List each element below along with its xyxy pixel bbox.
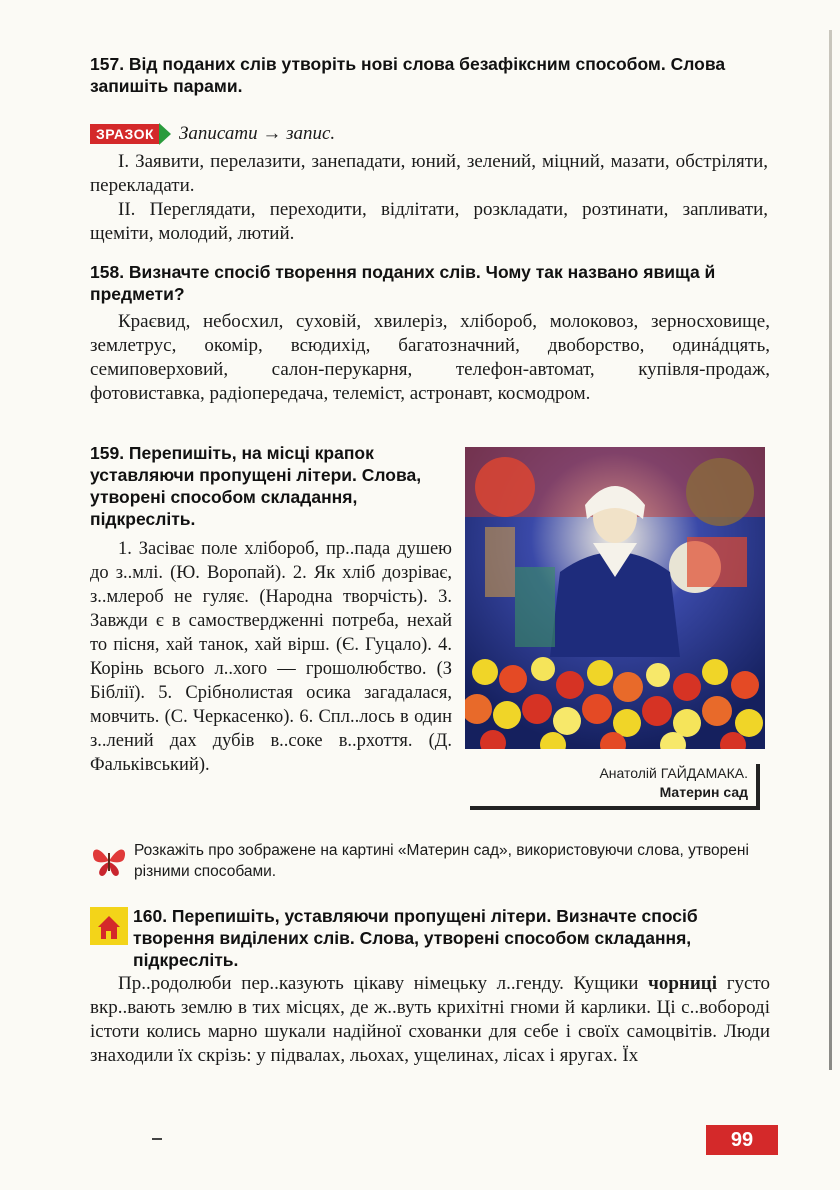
task-159-text: 1. Засіває поле хлібороб, пр..пада душею до з..млі. (Ю. Воропай). 2. Як хліб дозріває, з..млероб не гуляє. (Народна творчість). 3. Завжди є в самоствердженні потреба, нехай то пісня, хай танок, хай вірш. (Є. Гуцало). 4. Корінь всього л..хого — грошолюбство. (З Біблії). 5. Срібнолистая осика загадалася, мовчить. (С. Черкасенко). 6. Спл..лось в один з..лений дах дубів в..соке в..рхоття. (Д. Фальківський).	[90, 539, 452, 775]
page-number: 99	[706, 1125, 778, 1155]
sample-block	[90, 122, 335, 146]
task-158-words: Краєвид, небосхил, суховій, хвилеріз, хлібороб, молоковоз, зерносховище, землетрус, окомір, всюдихід, багатозначний, двоборство, одинáдцять, семиповерховий, салон-перукарня, телефон-автомат, купівля-продаж, фотовиставка, радіопередача, телеміст, астронавт, космодром.	[90, 311, 770, 404]
task-159-heading: 159. Перепишіть, на місці крапок уставляючи пропущені літери. Слова, утворені способом складання, підкресліть.	[90, 443, 422, 529]
task-158-heading: 158. Визначте спосіб творення поданих слів. Чому так названо явища й предмети?	[90, 262, 716, 304]
page-edge	[829, 30, 832, 1070]
task-159-exercise	[90, 537, 452, 777]
painting-author: Анатолій ГАЙДАМАКА.	[599, 765, 748, 781]
task-160-exercise	[90, 972, 770, 1068]
task-157-exercise	[90, 150, 768, 246]
task-160-paragraph	[90, 972, 770, 1068]
sample-arrow-icon	[159, 123, 171, 145]
sample-text: Записати → запис.	[179, 123, 336, 144]
discussion-prompt: Розкажіть про зображене на картині «Материн сад», використовуючи слова, утворені різними способами.	[134, 842, 749, 880]
task-157-group-1: I. Заявити, перелазити, занепадати, юний, зелений, міцний, мазати, обстріляти, перекладати.	[90, 151, 768, 196]
task-157-group-2: II. Переглядати, переходити, відлітати, розкладати, розтинати, запливати, щеміти, молодий, лютий.	[90, 199, 768, 244]
task-160-text-before: Пр..родолюби пер..казують цікаву німецьку л..генду. Кущики	[118, 973, 649, 994]
task-157-heading: 157. Від поданих слів утворіть нові слова безафіксним способом. Слова запишіть парами.	[90, 54, 726, 96]
painting-caption	[470, 764, 760, 810]
painting-title: Материн сад	[659, 784, 748, 800]
painting-image	[465, 447, 765, 749]
task-160-bold-word: чорниці	[648, 973, 718, 994]
painting-illustration	[465, 447, 765, 749]
task-160-heading: 160. Перепишіть, уставляючи пропущені літери. Визначте спосіб творення виділених слів. Слова, утворені способом складання, підкресліть.	[133, 906, 698, 970]
stray-mark	[152, 1138, 162, 1140]
sample-label: ЗРАЗОК	[90, 124, 159, 144]
task-158-exercise	[90, 310, 770, 406]
house-icon	[90, 907, 128, 945]
task-160-text-after: густо вкр..вають землю в тих місцях, де ж..вуть крихітні гноми й карлики. Ці с..вобороді істоти колись марно шукали надійної схованки для себе і своїх самоцвітів. Люди знаходили їх скрізь: у підвалах, льохах, ущелинах, лісах і яругах. Їх	[90, 973, 770, 1066]
